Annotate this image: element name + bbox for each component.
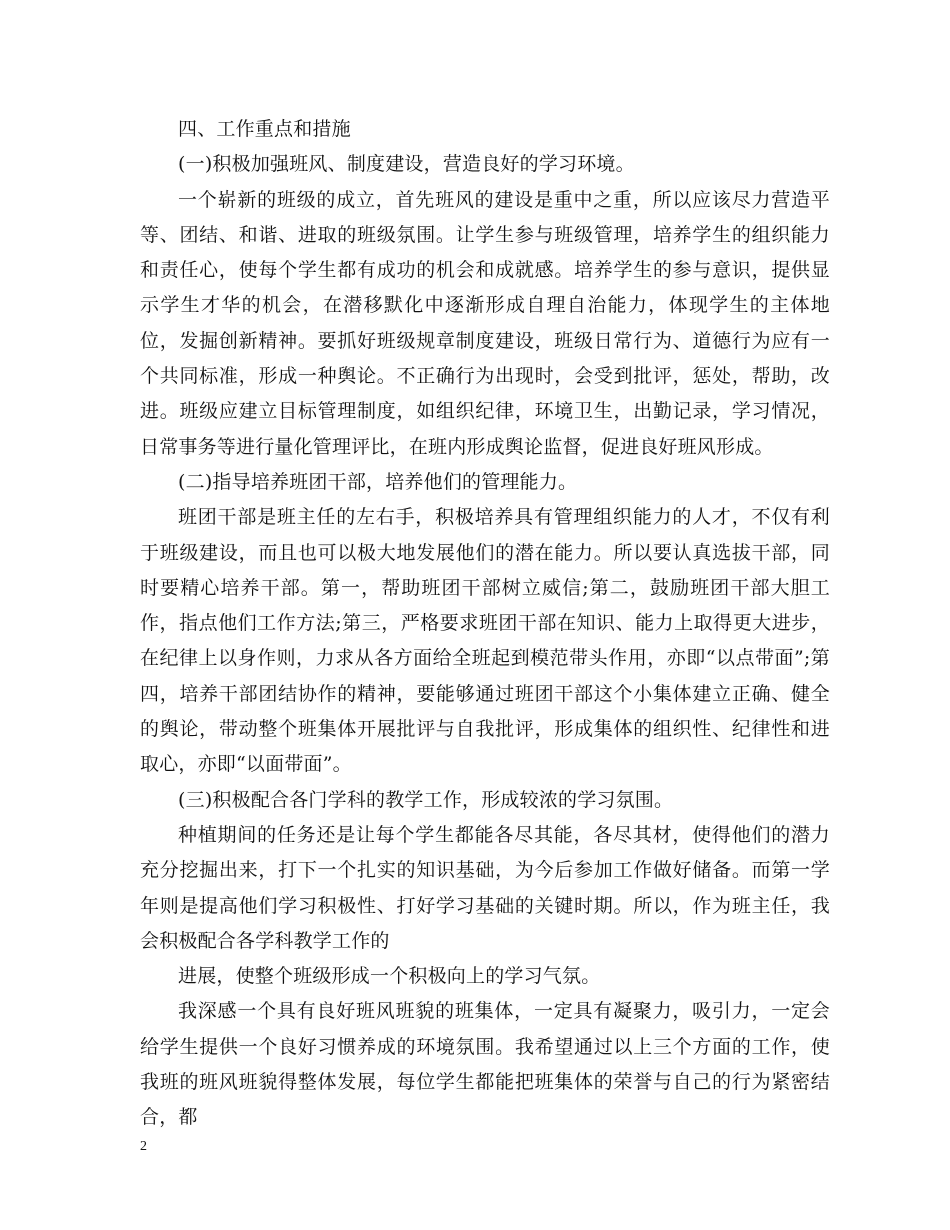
paragraph-class-style: 一个崭新的班级的成立，首先班风的建设是重中之重，所以应该尽力营造平等、团结、和谐、进取的班级氛围。让学生参与班级管理，培养学生的组织能力和责任心，使每个学生都有成功的机会和成就感。培养学生的参与意识，提供显示学生才华的机会，在潜移默化中逐渐形成自理自治能力，体现学生的主体地位，发掘创新精神。要抓好班级规章制度建设，班级日常行为、道德行为应有一个共同标准，形成一种舆论。不正确行为出现时，会受到批评，惩处，帮助，改进。班级应建立目标管理制度，如组织纪律，环境卫生，出勤记录，学习情况，日常事务等进行量化管理评比，在班内形成舆论监督，促进良好班风形成。 (140, 188, 830, 458)
paragraph-teaching-cooperation: 种植期间的任务还是让每个学生都能各尽其能，各尽其材，使得他们的潜力充分挖掘出来，打下一个扎实的知识基础，为今后参加工作做好储备。而第一学年则是提高他们学习积极性、打好学习基础的关键时期。所以，作为班主任，我会积极配合各学科教学工作的 (140, 823, 830, 952)
section-heading: 四、工作重点和措施 (178, 118, 351, 140)
page-number: 2 (140, 1139, 147, 1154)
paragraph-cadre-training: 班团干部是班主任的左右手，积极培养具有管理组织能力的人才，不仅有利于班级建设，而且也可以极大地发展他们的潜在能力。所以要认真选拔干部，同时要精心培养干部。第一，帮助班团干部树立威信;第二，鼓励班团干部大胆工作，指点他们工作方法;第三，严格要求班团干部在知识、能力上取得更大进步，在纪律上以身作则，力求从各方面给全班起到模范带头作用，亦即“以点带面”;第四，培养干部团结协作的精神，要能够通过班团干部这个小集体建立正确、健全的舆论，带动整个班集体开展批评与自我批评，形成集体的组织性、纪律性和进取心，亦即“以面带面”。 (140, 506, 830, 776)
paragraph-continuation: 进展，使整个班级形成一个积极向上的学习气氛。 (178, 965, 601, 988)
document-body (140, 112, 830, 1136)
subsection-heading-3: (三)积极配合各门学科的教学工作，形成较浓的学习氛围。 (178, 788, 674, 811)
paragraph-conclusion: 我深感一个具有良好班风班貌的班集体，一定具有凝聚力，吸引力，一定会给学生提供一个良好习惯养成的环境氛围。我希望通过以上三个方面的工作，使我班的班风班貌得整体发展，每位学生都能把班集体的荣誉与自己的行为紧密结合，都 (140, 1000, 830, 1129)
subsection-heading-1: (一)积极加强班风、制度建设，营造良好的学习环境。 (178, 153, 635, 176)
subsection-heading-2: (二)指导培养班团干部，培养他们的管理能力。 (178, 470, 578, 493)
